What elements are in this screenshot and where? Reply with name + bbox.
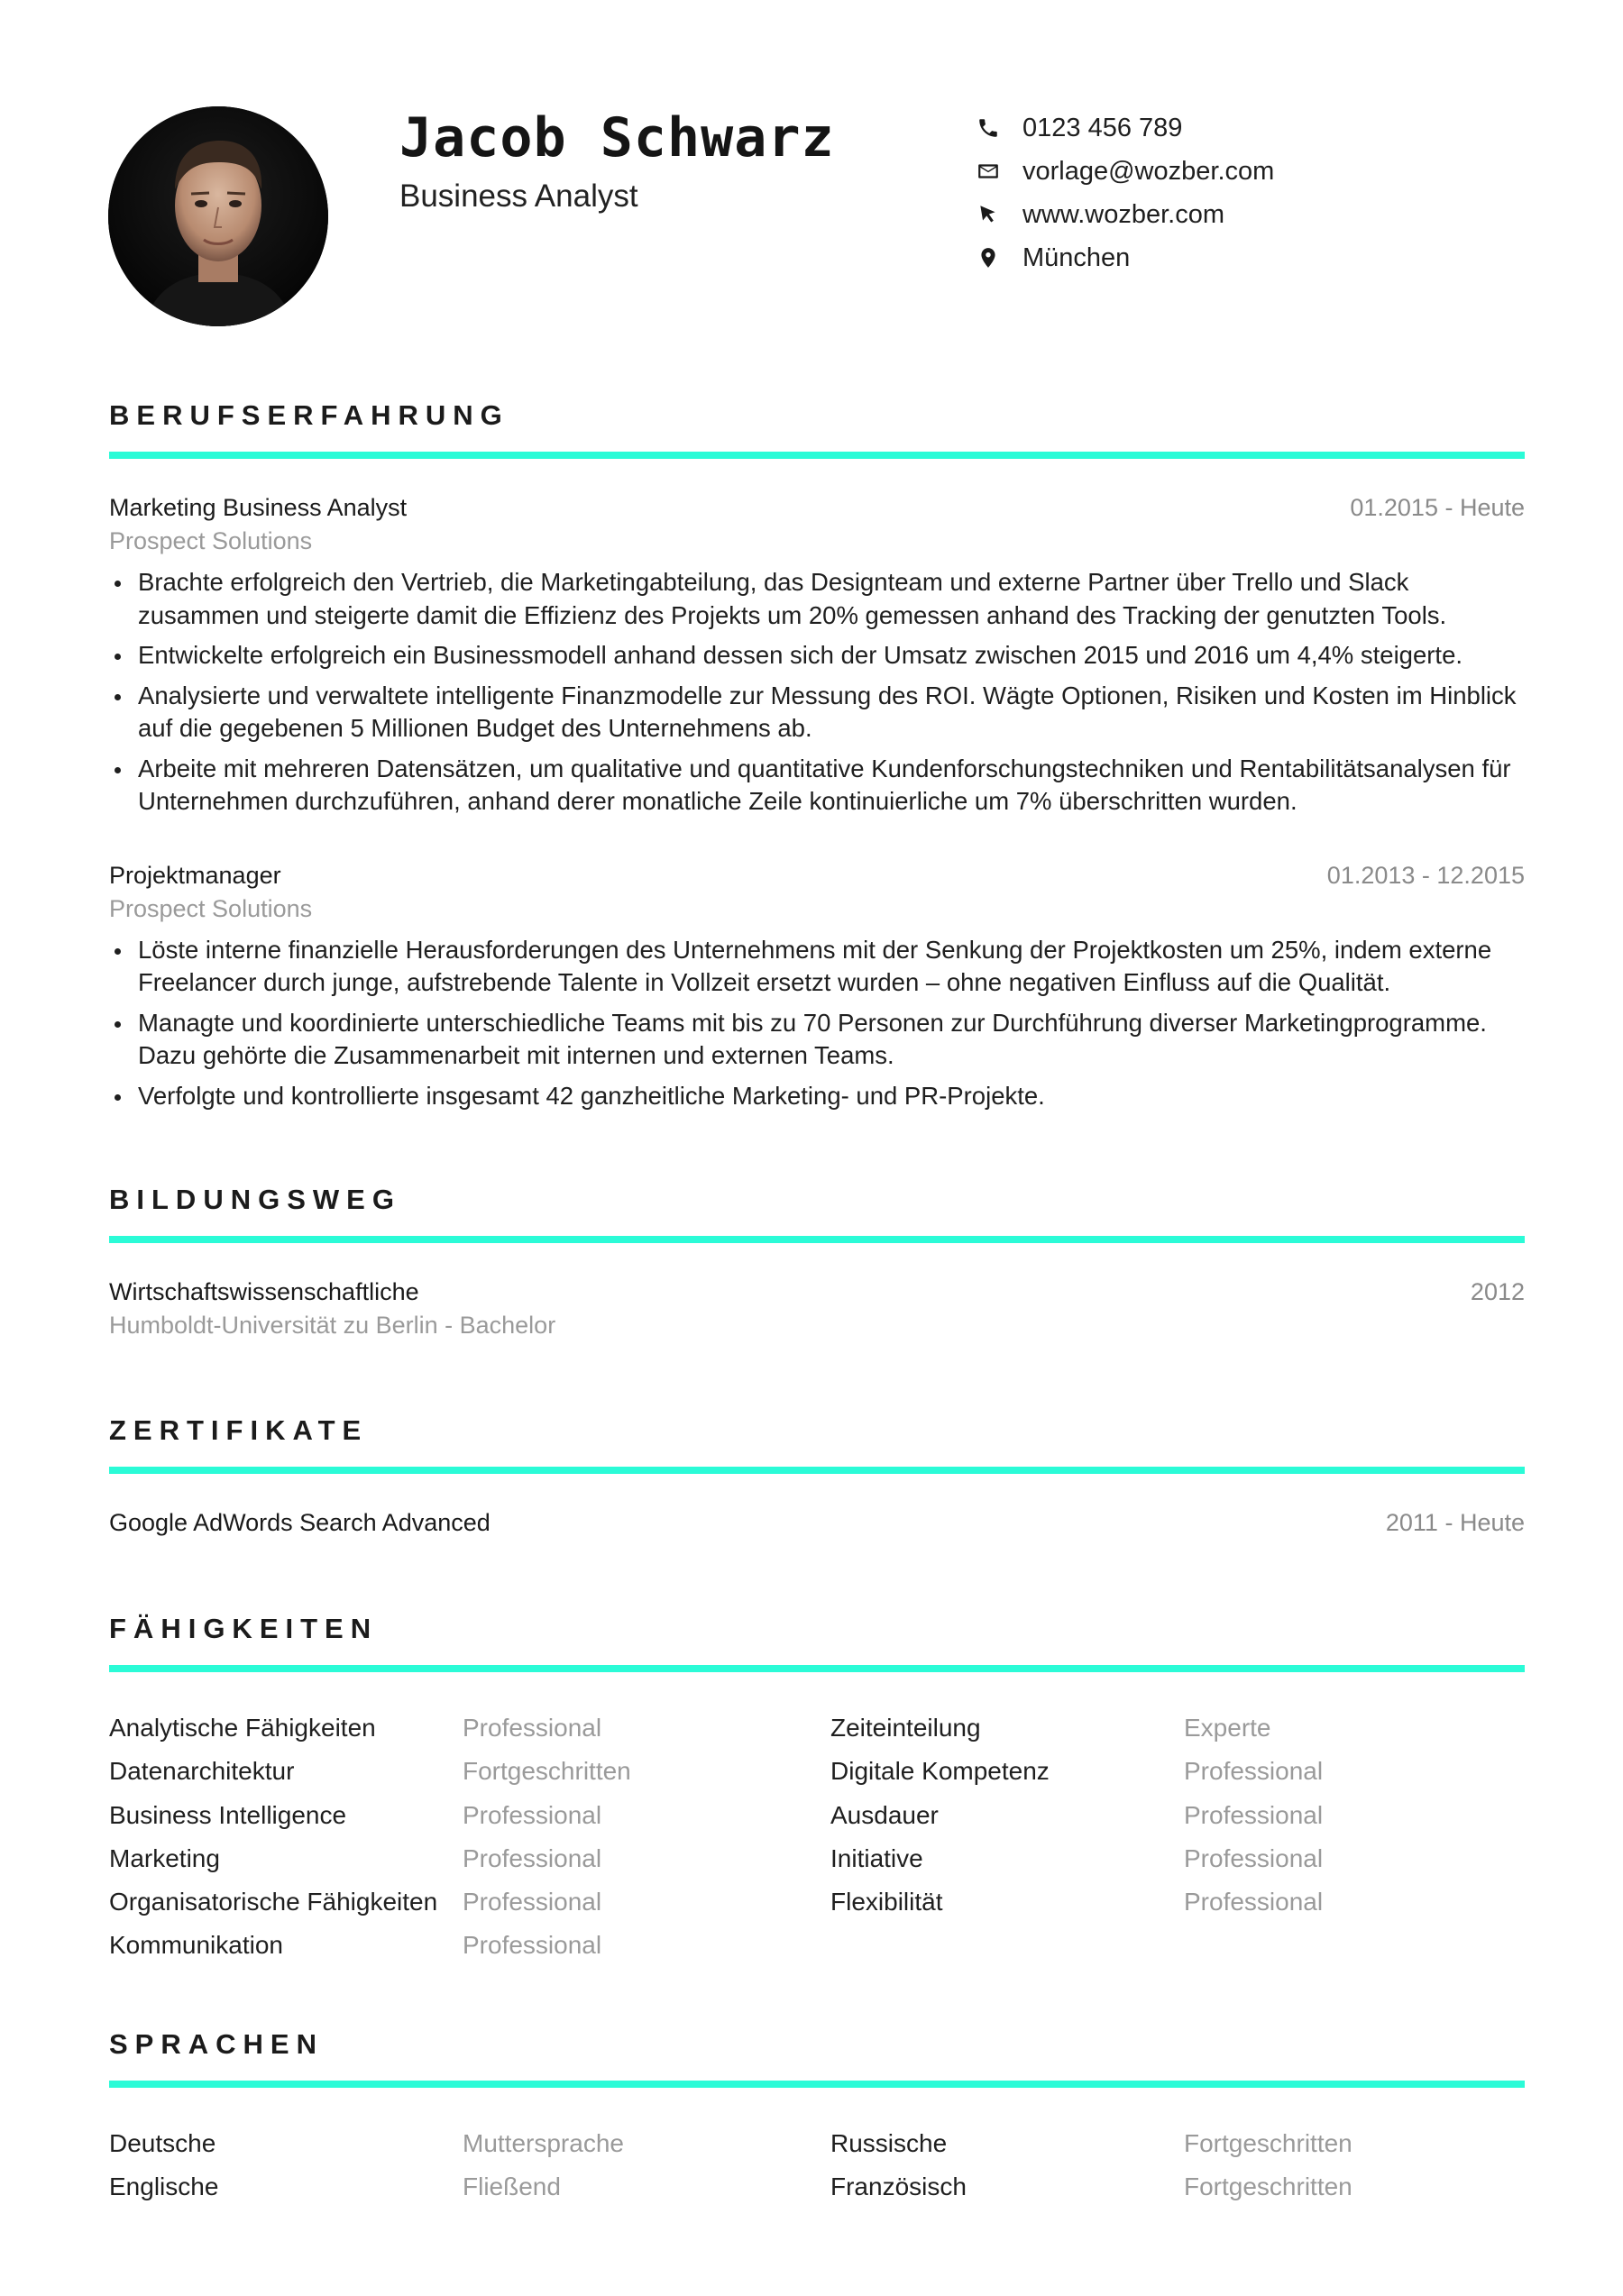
contact-phone <box>976 106 1274 150</box>
skill-name: Kommunikation <box>109 1931 283 1960</box>
certificate-entry <box>109 1506 1525 1540</box>
bullet-item: Brachte erfolgreich den Vertrieb, die Marketingabteilung, das Designteam und externe Partner über Trello und Slack zusammen und steigerte damit die Effizienz des Projekts um 20% gemessen anhand des Tracking der genutzten Tools. <box>109 566 1525 632</box>
skill-name: Ausdauer <box>830 1800 939 1829</box>
website-link[interactable]: www.wozber.com <box>1022 199 1225 229</box>
section-skills <box>109 1613 1525 1968</box>
job-date: 01.2013 - 12.2015 <box>1326 861 1525 889</box>
language-name: Russische <box>830 2129 948 2157</box>
section-experience <box>109 399 1525 1120</box>
candidate-title: Business Analyst <box>399 178 638 214</box>
skill-level: Professional <box>463 1931 602 1960</box>
languages-grid <box>109 2122 1525 2209</box>
section-divider <box>109 1467 1525 1474</box>
bullet-item: Arbeite mit mehreren Datensätzen, um qualitative und quantitative Kundenforschungstechniken und Rentabilitätsanalysen für Unternehmen durchzuführen, anhand derer monatliche Zeile kontinuierliche um 7% überschritten wurden. <box>109 753 1525 819</box>
skill-name: Zeiteinteilung <box>830 1714 981 1742</box>
language-level: Fortgeschritten <box>1184 2173 1352 2201</box>
location-text: München <box>1022 242 1131 272</box>
certificate-title: Google AdWords Search Advanced <box>109 1509 491 1536</box>
section-heading: BILDUNGSWEG <box>109 1184 401 1215</box>
experience-entry <box>109 859 1525 1113</box>
candidate-name: Jacob Schwarz <box>399 106 835 169</box>
bullet-item: Analysierte und verwaltete intelligente Finanzmodelle zur Messung des ROI. Wägte Optionen, Risiken und Kosten im Hinblick auf die gegebenen 5 Millionen Budget des Unternehmens ab. <box>109 680 1525 746</box>
language-name: Englische <box>109 2173 219 2201</box>
phone-icon <box>976 115 1001 141</box>
skill-level: Professional <box>1184 1800 1324 1829</box>
section-divider <box>109 1236 1525 1243</box>
portrait-image <box>108 106 328 326</box>
phone-text[interactable]: 0123 456 789 <box>1022 113 1183 142</box>
contact-list <box>976 106 1274 279</box>
bullet-item: Löste interne finanzielle Herausforderungen des Unternehmens mit der Senkung der Projektkosten um 25%, indem externe Freelancer durch junge, aufstrebende Talente in Vollzeit ersetzt wurden – ohne negativen Einfluss auf die Qualität. <box>109 934 1525 1000</box>
contact-email <box>976 150 1274 193</box>
skill-level: Professional <box>1184 1757 1324 1786</box>
section-heading: BERUFSERFAHRUNG <box>109 399 509 431</box>
skill-level: Professional <box>463 1714 602 1742</box>
bullet-list <box>109 934 1525 1113</box>
section-education <box>109 1184 1525 1342</box>
profile-photo <box>108 106 328 326</box>
skill-level: Professional <box>1184 1843 1324 1872</box>
skill-name: Business Intelligence <box>109 1800 347 1829</box>
language-name: Deutsche <box>109 2129 216 2157</box>
skill-level: Professional <box>463 1843 602 1872</box>
job-title: Marketing Business Analyst <box>109 494 408 521</box>
language-name: Französisch <box>830 2173 967 2201</box>
bullet-item: Managte und koordinierte unterschiedliche Teams mit bis zu 70 Personen zur Durchführung diverser Marketingprogramme. Dazu gehörte die Zusammenarbeit mit internen und externen Teams. <box>109 1007 1525 1073</box>
section-heading: SPRACHEN <box>109 2028 324 2060</box>
certificate-date: 2011 - Heute <box>1385 1509 1525 1536</box>
education-date: 2012 <box>1470 1278 1525 1305</box>
email-link[interactable]: vorlage@wozber.com <box>1022 156 1275 186</box>
school-name: Humboldt-Universität zu Berlin - Bachelor <box>109 1312 556 1339</box>
skill-name: Digitale Kompetenz <box>830 1757 1050 1786</box>
job-title: Projektmanager <box>109 861 281 889</box>
skill-level: Experte <box>1184 1714 1271 1742</box>
bullet-item: Verfolgte und kontrollierte insgesamt 42 ganzheitliche Marketing- und PR-Projekte. <box>109 1080 1525 1113</box>
skill-level: Professional <box>463 1800 602 1829</box>
section-heading: ZERTIFIKATE <box>109 1414 369 1446</box>
language-level: Fortgeschritten <box>1184 2129 1352 2157</box>
company-name: Prospect Solutions <box>109 894 313 922</box>
skill-name: Analytische Fähigkeiten <box>109 1714 376 1742</box>
skill-empty <box>830 1924 1184 1967</box>
location-pin-icon <box>976 245 1001 270</box>
skill-name: Datenarchitektur <box>109 1757 295 1786</box>
experience-entry <box>109 491 1525 819</box>
bullet-list <box>109 566 1525 819</box>
skill-name: Organisatorische Fähigkeiten <box>109 1888 438 1916</box>
bullet-item: Entwickelte erfolgreich ein Businessmodell anhand dessen sich der Umsatz zwischen 2015 und 2016 um 4,4% steigerte. <box>109 639 1525 672</box>
skill-name: Flexibilität <box>830 1888 943 1916</box>
skills-grid <box>109 1706 1525 1968</box>
section-divider <box>109 1665 1525 1672</box>
contact-location <box>976 236 1274 279</box>
skill-level: Professional <box>463 1888 602 1916</box>
section-languages <box>109 2028 1525 2209</box>
mail-icon <box>976 159 1001 184</box>
education-entry <box>109 1276 1525 1342</box>
cursor-icon <box>976 202 1001 227</box>
skill-name: Marketing <box>109 1843 220 1872</box>
skill-empty <box>1184 1924 1525 1967</box>
skill-level: Fortgeschritten <box>463 1757 631 1786</box>
section-divider <box>109 452 1525 459</box>
degree-title: Wirtschaftswissenschaftliche <box>109 1278 419 1305</box>
contact-website <box>976 193 1274 236</box>
section-divider <box>109 2081 1525 2088</box>
skill-name: Initiative <box>830 1843 923 1872</box>
section-certificates <box>109 1414 1525 1540</box>
section-heading: FÄHIGKEITEN <box>109 1613 379 1644</box>
skill-level: Professional <box>1184 1888 1324 1916</box>
language-level: Muttersprache <box>463 2129 624 2157</box>
company-name: Prospect Solutions <box>109 527 313 554</box>
job-date: 01.2015 - Heute <box>1350 494 1525 521</box>
language-level: Fließend <box>463 2173 561 2201</box>
